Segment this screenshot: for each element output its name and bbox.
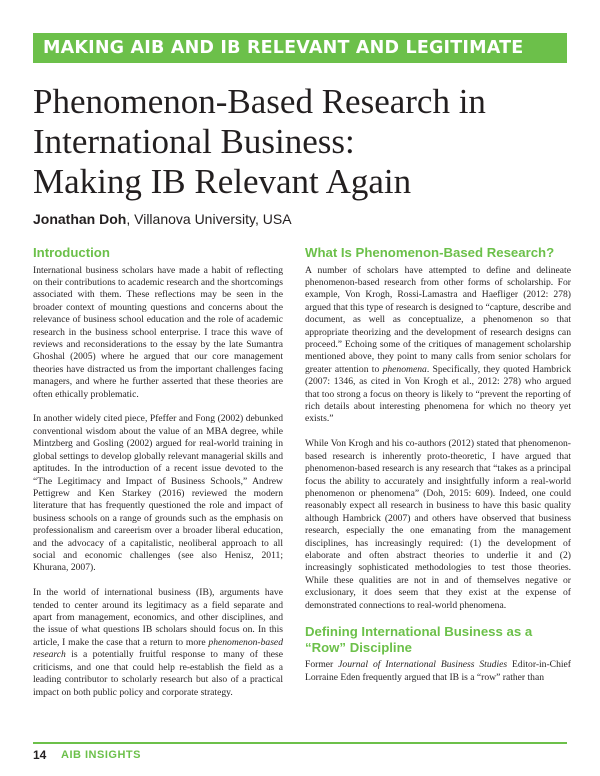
title-line-1: Phenomenon-Based Research in xyxy=(33,82,486,121)
paragraph: In another widely cited piece, Pfeffer and Fong (2002) debunked conventional wisdom about the value of an MBA degree, while Mintzberg and Gosling (2002) argued for real-world training in global settings to develop globally relevant managerial skills and aptitudes. In the introduction of a recent issue devoted to the “The Legitimacy and Impact of Business Schools,” Andrew Pettigrew and Ken Starkey (2016) reviewed the modern literature that has frequently questioned the role and impact of business schools on a range of grounds such as the emphasis on professionalism and careerism over a broader liberal education, and the advocacy of a capitalistic, neoliberal approach to all social and economic challenges (see also Henisz, 2011; Khurana, 2007). xyxy=(33,413,283,574)
paragraph: International business scholars have made a habit of reflecting on their contributions to academic research and the shortcomings associated with them. These reflections may be seen in the broader context of mounting questions and concerns about the relevance of business school education and the role of academic research in the business school enterprise. I trace this wave of reviews and reconsiderations to the essay by the late Sumantra Ghoshal (2005) where he argued that our core management theories have distracted us from the important challenges facing managers, and where he further asserted that these theories are often ethically problematic. xyxy=(33,264,283,400)
section-heading-what-is: What Is Phenomenon-Based Research? xyxy=(305,245,555,260)
page-footer xyxy=(33,742,567,772)
publication-name: AIB INSIGHTS xyxy=(61,749,141,761)
text-run: Former xyxy=(305,659,339,671)
text-run: is a potentially fruitful response to many of these criticisms, and one that could help re-establish the field as a leading contributor to scholarly research but also of a practical impact on both public policy and corporate strategy. xyxy=(33,649,283,698)
title-line-3: Making IB Relevant Again xyxy=(33,162,412,201)
paragraph xyxy=(33,587,283,699)
text-run: A number of scholars have attempted to define and delineate phenomenon-based research from other forms of scholarship. For example, Von Krogh, Rossi-Lamastra and Haefliger (2012: 278) argued that this type of research is designed to “capture, describe and document, as well as conceptualize, a phenomenon so that appropriate theorizing and the development of research designs can proceed.” Echoing some of the critiques of management scholarship mentioned above, they point to many calls from senior scholars for greater attention to xyxy=(305,264,571,375)
emphasis: Journal of International Business Studies xyxy=(338,659,508,671)
author-name: Jonathan Doh xyxy=(33,211,127,227)
paragraph xyxy=(305,659,571,684)
text-run: . Specifically, they quoted Hambrick (2007: 1346, as cited in Von Krogh et al., 2012: 278) who argued that too strong a focus on theory is likely to “prevent the reporting of rich details about interesting phenomena for which no theory yet exists.” xyxy=(305,363,572,425)
text-run: Editor-in-Chief Lorraine Eden frequently argued that IB is a “row” rather than xyxy=(305,659,571,683)
left-column xyxy=(33,245,283,711)
paragraph xyxy=(305,265,571,426)
text-run: In the world of international business (IB), arguments have tended to center around its legitimacy as a field separate and apart from management, economics, and other disciplines, and the issue of what questions IB scholars should focus on. In this article, I make the case that a return to more xyxy=(33,587,283,648)
section-heading-introduction: Introduction xyxy=(33,245,110,260)
right-column xyxy=(305,245,571,697)
section-heading-defining: Defining International Business as a “Row” Discipline xyxy=(305,624,533,655)
section-banner: MAKING AIB AND IB RELEVANT AND LEGITIMATE xyxy=(33,33,567,63)
title-line-2: International Business: xyxy=(33,122,355,161)
page-number: 14 xyxy=(33,748,47,762)
emphasis: phenomena xyxy=(382,363,427,375)
paragraph: While Von Krogh and his co-authors (2012) stated that phenomenon-based research is inherently proto-theoretic, I have argued that phenomenon-based research is any research that “takes as a principal focus the ability to accurately and insightfully inform a real-world phenomenon or phenomena” (Doh, 2015: 609). Indeed, one could reasonably expect all research in business to have this basic quality although Hambrick (2007) and others have observed that business research, especially the one emanating from the management disciplines, has increasingly required: (1) the development of elaborate and often abstract theories to underlie it and (2) increasingly sophisticated methodologies to test those theories. While these qualities are not in and of themselves negative or exclusionary, it does seem that they exist at the expense of demonstrated connections to real-world phenomena. xyxy=(305,438,571,611)
emphasis: phenomenon-based research xyxy=(33,636,283,661)
author-affiliation: , Villanova University, USA xyxy=(126,211,292,227)
article-title xyxy=(33,82,573,202)
byline xyxy=(33,211,292,227)
